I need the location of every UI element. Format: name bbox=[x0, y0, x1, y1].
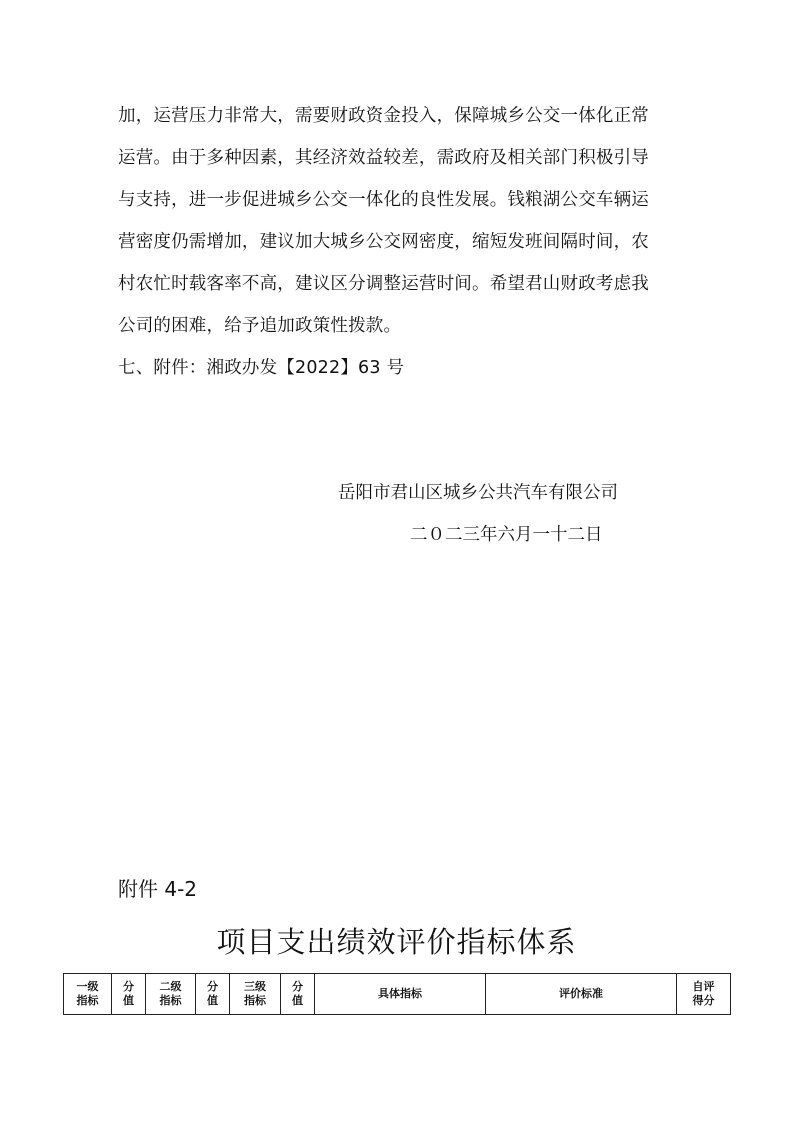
header-score-2: 分 值 bbox=[196, 974, 230, 1015]
body-line-6: 公司的困难，给予追加政策性拨款。 bbox=[118, 316, 402, 336]
signature-company: 岳阳市君山区城乡公共汽车有限公司 bbox=[338, 483, 618, 503]
attachment-label: 附件 4-2 bbox=[118, 877, 198, 901]
header-evaluation-standard: 评价标准 bbox=[486, 974, 677, 1015]
body-line-1: 加，运营压力非常大，需要财政资金投入，保障城乡公交一体化正常 bbox=[118, 106, 649, 126]
header-score-1: 分 值 bbox=[112, 974, 146, 1015]
attachment-reference: 七、附件：湘政办发【2022】63 号 bbox=[118, 358, 405, 378]
body-line-3: 与支持，进一步促进城乡公交一体化的良性发展。钱粮湖公交车辆运 bbox=[118, 190, 649, 210]
body-line-2: 运营。由于多种因素，其经济效益较差，需政府及相关部门积极引导 bbox=[118, 148, 649, 168]
table-title: 项目支出绩效评价指标体系 bbox=[216, 925, 577, 959]
header-level2-indicator: 二级 指标 bbox=[146, 974, 196, 1015]
body-line-4: 营密度仍需增加，建议加大城乡公交网密度，缩短发班间隔时间，农 bbox=[118, 232, 649, 252]
table-header-row bbox=[64, 974, 731, 1015]
header-level3-indicator: 三级 指标 bbox=[230, 974, 281, 1015]
header-score-3: 分 值 bbox=[281, 974, 315, 1015]
indicator-table bbox=[63, 973, 731, 1015]
header-self-score: 自评 得分 bbox=[677, 974, 731, 1015]
signature-date: 二０二三年六月一十二日 bbox=[410, 525, 603, 545]
header-level1-indicator: 一级 指标 bbox=[64, 974, 112, 1015]
header-specific-indicator: 具体指标 bbox=[315, 974, 486, 1015]
body-line-5: 村农忙时载客率不高，建议区分调整运营时间。希望君山财政考虑我 bbox=[118, 274, 649, 294]
